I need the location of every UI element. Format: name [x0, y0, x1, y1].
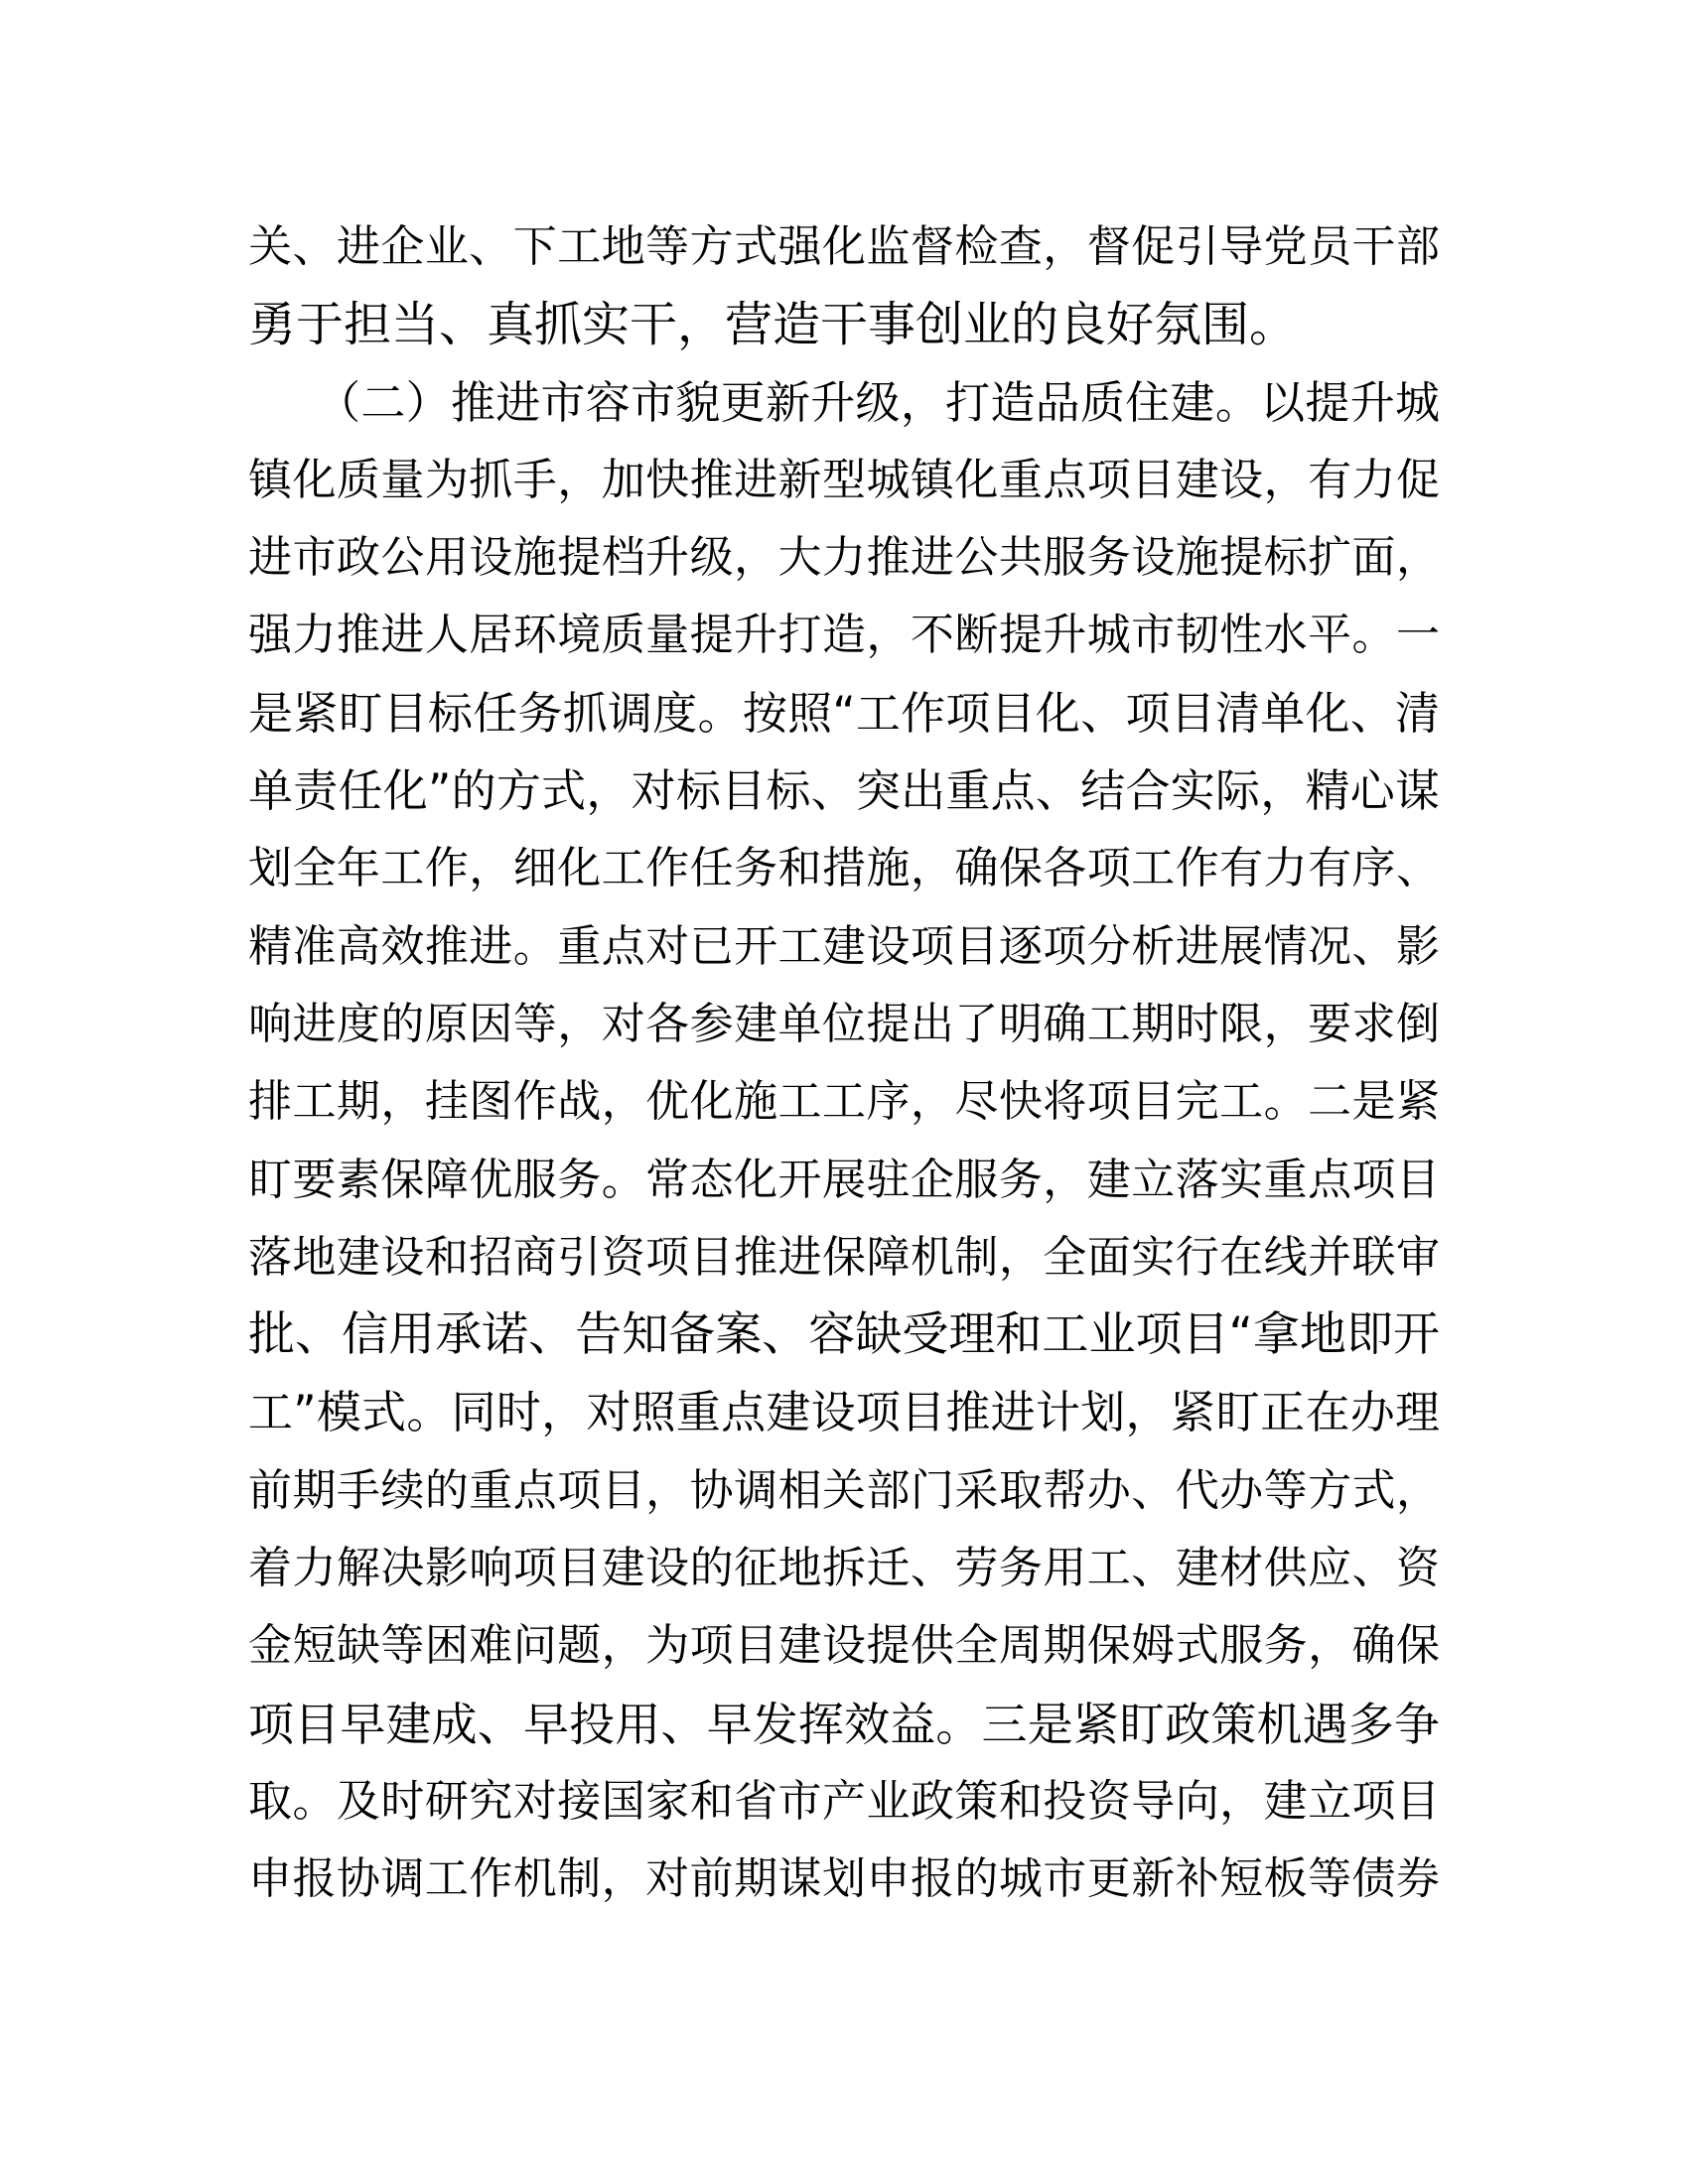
text-line: 前期手续的重点项目，协调相关部门采取帮办、代办等方式，: [248, 1464, 1440, 1516]
text-line: 关、进企业、下工地等方式强化监督检查，督促引导党员干部: [248, 221, 1440, 272]
text-line: 着力解决影响项目建设的征地拆迁、劳务用工、建材供应、资: [248, 1543, 1440, 1594]
text-line: 申报协调工作机制，对前期谋划申报的城市更新补短板等债券: [248, 1853, 1440, 1905]
text-line: （二）推进市容市貌更新升级，打造品质住建。以提升城: [248, 375, 1440, 429]
text-line: 单责任化”的方式，对标目标、突出重点、结合实际，精心谋: [248, 764, 1440, 818]
text-line: 批、信用承诺、告知备案、容缺受理和工业项目“拿地即开: [248, 1307, 1440, 1363]
text-line: 勇于担当、真抓实干，营造干事创业的良好氛围。: [248, 297, 1298, 353]
text-line: 精准高效推进。重点对已开工建设项目逐项分析进展情况、影: [248, 920, 1440, 972]
text-line: 盯要素保障优服务。常态化开展驻企服务，建立落实重点项目: [248, 1154, 1440, 1205]
text-line: 划全年工作，细化工作任务和措施，确保各项工作有力有序、: [248, 843, 1440, 894]
text-line: 排工期，挂图作战，优化施工工序，尽快将项目完工。二是紧: [248, 1076, 1440, 1128]
text-line: 响进度的原因等，对各参建单位提出了明确工期时限，要求倒: [248, 998, 1440, 1049]
text-line: 金短缺等困难问题，为项目建设提供全周期保姆式服务，确保: [248, 1620, 1440, 1672]
text-line: 是紧盯目标任务抓调度。按照“工作项目化、项目清单化、清: [248, 686, 1440, 740]
text-line: 项目早建成、早投用、早发挥效益。三是紧盯政策机遇多争: [248, 1697, 1440, 1751]
text-line: 强力推进人居环境质量提升打造，不断提升城市韧性水平。一: [248, 610, 1440, 661]
text-line: 进市政公用设施提档升级，大力推进公共服务设施提标扩面，: [248, 532, 1440, 584]
body-text: [248, 208, 1440, 1919]
text-line: 取。及时研究对接国家和省市产业政策和投资导向，建立项目: [248, 1775, 1440, 1827]
text-line: 镇化质量为抓手，加快推进新型城镇化重点项目建设，有力促: [248, 454, 1440, 505]
text-line: 落地建设和招商引资项目推进保障机制，全面实行在线并联审: [248, 1231, 1440, 1283]
text-line: 工”模式。同时，对照重点建设项目推进计划，紧盯正在办理: [248, 1386, 1440, 1439]
